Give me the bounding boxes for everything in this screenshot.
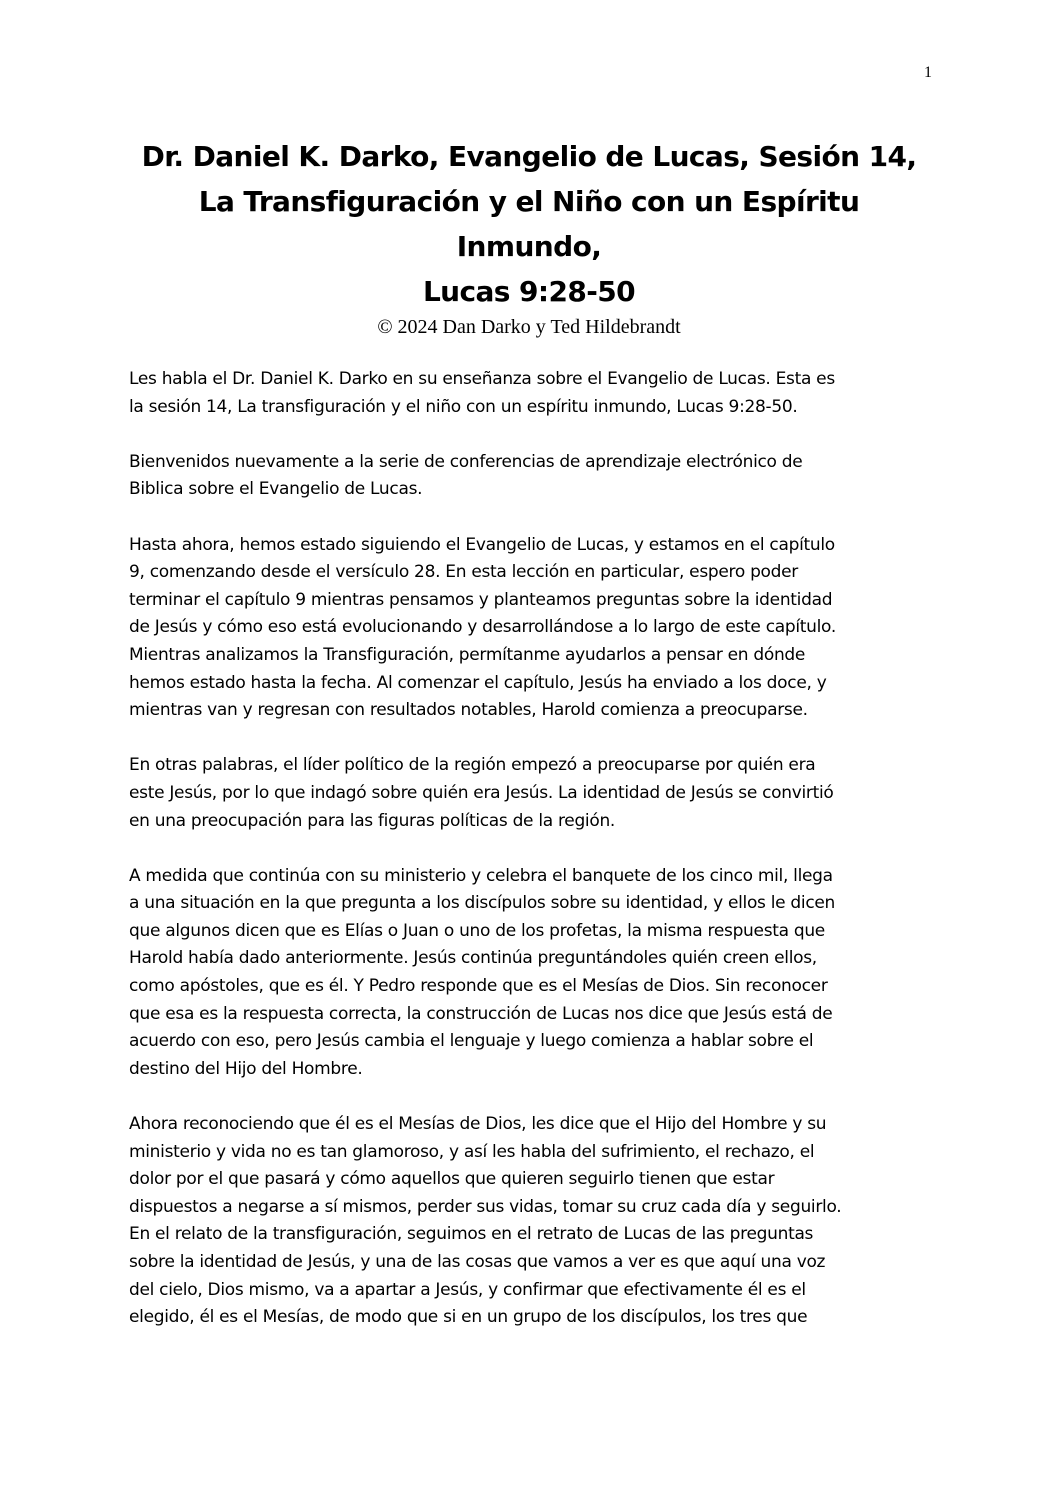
text-line: dolor por el que pasará y cómo aquellos que quieren seguirlo tienen que estar	[129, 1169, 775, 1190]
text-line: Biblica sobre el Evangelio de Lucas.	[129, 479, 423, 500]
text-line: del cielo, Dios mismo, va a apartar a Jesús, y confirmar que efectivamente él es el	[129, 1279, 806, 1300]
text-line: mientras van y regresan con resultados notables, Harold comienza a preocuparse.	[129, 700, 808, 721]
text-line: Ahora reconociendo que él es el Mesías de Dios, les dice que el Hijo del Hombre y su	[129, 1114, 827, 1135]
document-body	[129, 366, 929, 1359]
text-line: ministerio y vida no es tan glamoroso, y así les habla del sufrimiento, el rechazo, el	[129, 1141, 815, 1162]
text-line: terminar el capítulo 9 mientras pensamos y planteamos preguntas sobre la identidad	[129, 589, 833, 610]
title-line: Dr. Daniel K. Darko, Evangelio de Lucas, Sesión 14,	[141, 140, 917, 173]
paragraph	[129, 863, 929, 1084]
title-line: La Transfiguración y el Niño con un Espíritu	[198, 185, 860, 218]
title-line: Lucas 9:28-50	[422, 275, 636, 308]
text-line: la sesión 14, La transfiguración y el niño con un espíritu inmundo, Lucas 9:28-50.	[129, 396, 798, 417]
text-line: Harold había dado anteriormente. Jesús continúa preguntándoles quién creen ellos,	[129, 948, 817, 969]
text-line: como apóstoles, que es él. Y Pedro responde que es el Mesías de Dios. Sin reconocer	[129, 976, 828, 997]
copyright-notice: © 2024 Dan Darko y Ted Hildebrandt	[377, 316, 681, 338]
text-line: A medida que continúa con su ministerio y celebra el banquete de los cinco mil, llega	[129, 865, 833, 886]
text-line: Les habla el Dr. Daniel K. Darko en su enseñanza sobre el Evangelio de Lucas. Esta es	[129, 369, 835, 389]
paragraph	[129, 366, 929, 421]
paragraph	[129, 752, 929, 835]
text-line: dispuestos a negarse a sí mismos, perder sus vidas, tomar su cruz cada día y seguirlo.	[129, 1196, 842, 1217]
text-line: acuerdo con eso, pero Jesús cambia el lenguaje y luego comienza a hablar sobre el	[129, 1031, 814, 1052]
text-line: sobre la identidad de Jesús, y una de las cosas que vamos a ver es que aquí una voz	[129, 1252, 826, 1272]
text-line: Hasta ahora, hemos estado siguiendo el Evangelio de Lucas, y estamos en el capítulo	[129, 534, 835, 555]
paragraph	[129, 449, 929, 504]
text-line: En el relato de la transfiguración, seguimos en el retrato de Lucas de las preguntas	[129, 1224, 814, 1245]
document-header	[100, 134, 958, 340]
title-line: Inmundo,	[456, 230, 602, 263]
text-line: este Jesús, por lo que indagó sobre quién era Jesús. La identidad de Jesús se convirtió	[129, 782, 834, 803]
text-line: en una preocupación para las figuras políticas de la región.	[129, 810, 616, 831]
text-line: de Jesús y cómo eso está evolucionando y desarrollándose a lo largo de este capítulo.	[129, 617, 836, 638]
text-line: Mientras analizamos la Transfiguración, permítanme ayudarlos a pensar en dónde	[129, 644, 806, 665]
text-line: destino del Hijo del Hombre.	[129, 1058, 363, 1079]
text-line: que esa es la respuesta correcta, la construcción de Lucas nos dice que Jesús está de	[129, 1003, 833, 1024]
text-line: Bienvenidos nuevamente a la serie de conferencias de aprendizaje electrónico de	[129, 451, 803, 472]
page-number: 1	[924, 64, 932, 81]
paragraph	[129, 1111, 929, 1332]
text-line: 9, comenzando desde el versículo 28. En esta lección en particular, espero poder	[129, 562, 798, 583]
text-line: elegido, él es el Mesías, de modo que si en un grupo de los discípulos, los tres que	[129, 1307, 808, 1328]
text-line: En otras palabras, el líder político de la región empezó a preocuparse por quién era	[129, 755, 816, 776]
text-line: a una situación en la que pregunta a los discípulos sobre su identidad, y ellos le dicen	[129, 893, 835, 914]
text-line: hemos estado hasta la fecha. Al comenzar el capítulo, Jesús ha enviado a los doce, y	[129, 672, 827, 693]
text-line: que algunos dicen que es Elías o Juan o uno de los profetas, la misma respuesta que	[129, 920, 825, 941]
paragraph	[129, 532, 929, 725]
